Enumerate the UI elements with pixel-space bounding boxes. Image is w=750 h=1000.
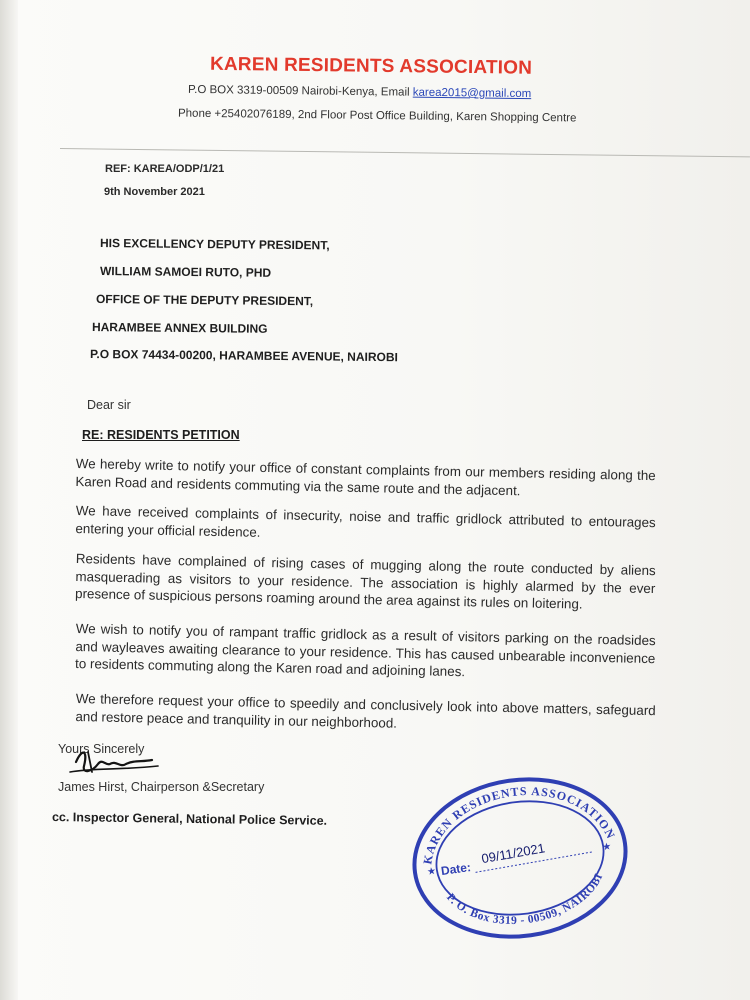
letter-date: 9th November 2021 bbox=[104, 186, 205, 198]
address-text: P.O BOX 3319-00509 Nairobi-Kenya, Email bbox=[187, 83, 410, 99]
phone-line: Phone +25402076189, 2nd Floor Post Office Building, Karen Shopping Centre bbox=[177, 107, 577, 125]
stamp-date-label: Date: bbox=[440, 860, 472, 879]
letterhead-divider bbox=[60, 148, 750, 157]
stamp-star-icon-left: ★ bbox=[426, 865, 437, 879]
recipient-line-1: HIS EXCELLENCY DEPUTY PRESIDENT, bbox=[99, 236, 330, 253]
paragraph-1: We hereby write to notify your office of constant complaints from our members residing along the Karen Road and residents commuting via the same route and the adjacent. bbox=[75, 455, 656, 498]
handwritten-signature bbox=[62, 742, 162, 782]
recipient-line-5: P.O BOX 74434-00200, HARAMBEE AVENUE, NAIROBI bbox=[89, 347, 398, 365]
salutation: Dear sir bbox=[87, 398, 131, 412]
page-edge-shadow bbox=[0, 0, 18, 1000]
closing: Yours Sincerely bbox=[58, 742, 145, 756]
address-line bbox=[188, 84, 531, 100]
paragraph-3: Residents have complained of rising cases of mugging along the route conducted by aliens masquerading as visitors to your residence. The association is highly alarmed by the ever presence of suspicious persons roaming around the area against its rules on loitering. bbox=[74, 550, 656, 612]
reference-number: REF: KAREA/ODP/1/21 bbox=[105, 163, 225, 175]
recipient-line-3: OFFICE OF THE DEPUTY PRESIDENT, bbox=[95, 292, 314, 309]
email-link[interactable]: karea2015@gmail.com bbox=[412, 86, 532, 101]
paragraph-4: We wish to notify you of rampant traffic gridlock as a result of visitors parking on the roadsides and wayleaves awaiting clearance to your residence. This has caused unbearable inconvenience to residents commuting along the Karen road and adjoining lanes. bbox=[74, 620, 656, 680]
official-stamp bbox=[408, 772, 633, 942]
stamp-star-icon: ★ bbox=[601, 841, 613, 854]
organization-title: KAREN RESIDENTS ASSOCIATION bbox=[209, 53, 533, 79]
stamp-bottom-text: P. O. Box 3319 - 00509, NAIROBI bbox=[443, 871, 606, 928]
paragraph-5: We therefore request your office to speedily and conclusively look into above matters, safeguard and restore peace and tranquility in our neighborhood. bbox=[75, 690, 656, 731]
stamp-date-value: 09/11/2021 bbox=[480, 840, 547, 867]
carbon-copy: cc. Inspector General, National Police Service. bbox=[51, 810, 328, 828]
recipient-line-4: HARAMBEE ANNEX BUILDING bbox=[91, 320, 268, 336]
signatory: James Hirst, Chairperson &Secretary bbox=[58, 780, 265, 794]
stamp-top-text: KAREN RESIDENTS ASSOCIATION bbox=[420, 783, 619, 866]
subject-line: RE: RESIDENTS PETITION bbox=[82, 428, 240, 442]
svg-text:P. O. Box 3319 - 00509, NAIROB bbox=[443, 870, 611, 937]
paragraph-2: We have received complaints of insecurity, noise and traffic gridlock attributed to entourages entering your official residence. bbox=[75, 502, 656, 540]
recipient-line-2: WILLIAM SAMOEI RUTO, PHD bbox=[99, 264, 272, 280]
